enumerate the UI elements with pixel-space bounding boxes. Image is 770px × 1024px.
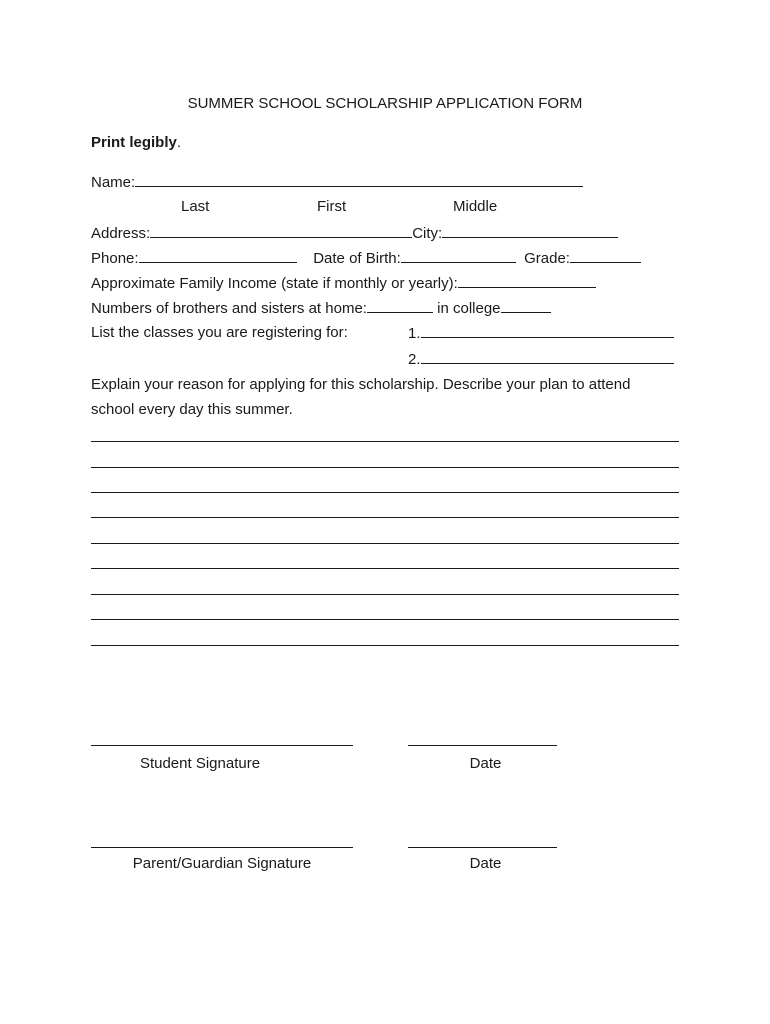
explanation-writing-line[interactable] xyxy=(91,441,679,442)
city-label: City: xyxy=(412,225,443,242)
explanation-writing-line[interactable] xyxy=(91,543,679,544)
dob-field[interactable] xyxy=(401,248,516,263)
form-title: SUMMER SCHOOL SCHOLARSHIP APPLICATION FORM xyxy=(187,95,583,112)
explanation-writing-line[interactable] xyxy=(91,467,679,468)
class-1-number: 1. xyxy=(408,325,421,342)
student-date-line[interactable] xyxy=(408,745,557,746)
siblings-home-field[interactable] xyxy=(367,298,433,313)
classes-label: List the classes you are registering for: xyxy=(91,324,348,341)
explanation-writing-line[interactable] xyxy=(91,594,679,595)
class-2-row xyxy=(408,349,674,370)
siblings-row xyxy=(91,298,551,318)
class-2-field[interactable] xyxy=(421,349,674,364)
phone-field[interactable] xyxy=(139,248,297,263)
address-row xyxy=(91,223,618,243)
dob-label: Date of Birth: xyxy=(313,250,401,267)
name-field[interactable] xyxy=(135,172,583,187)
instruction-line xyxy=(91,133,181,153)
class-1-field[interactable] xyxy=(421,323,674,338)
parent-signature-line[interactable] xyxy=(91,847,353,848)
explain-line-2: school every day this summer. xyxy=(91,401,293,418)
parent-date-line[interactable] xyxy=(408,847,557,848)
parent-date-label: Date xyxy=(469,855,502,872)
instruction-bold: Print legibly xyxy=(91,134,177,151)
instruction-tail: . xyxy=(176,134,182,151)
parent-signature-label: Parent/Guardian Signature xyxy=(132,855,312,872)
name-row xyxy=(91,172,583,192)
explanation-writing-line[interactable] xyxy=(91,492,679,493)
student-signature-line[interactable] xyxy=(91,745,353,746)
phone-label: Phone: xyxy=(91,250,139,267)
name-sub-middle: Middle xyxy=(453,198,498,215)
address-label: Address: xyxy=(91,225,151,242)
phone-row xyxy=(91,248,641,268)
explanation-writing-line[interactable] xyxy=(91,645,679,646)
class-2-number: 2. xyxy=(408,351,421,368)
name-sub-last: Last xyxy=(181,198,210,215)
siblings-college-field[interactable] xyxy=(501,298,551,313)
name-label: Name: xyxy=(91,174,136,191)
address-field[interactable] xyxy=(150,223,412,238)
income-label: Approximate Family Income (state if monthly or yearly): xyxy=(91,275,458,292)
student-signature-label: Student Signature xyxy=(139,755,261,772)
grade-field[interactable] xyxy=(570,248,641,263)
explanation-writing-line[interactable] xyxy=(91,517,679,518)
explanation-writing-line[interactable] xyxy=(91,568,679,569)
class-1-row xyxy=(408,323,674,344)
siblings-label: Numbers of brothers and sisters at home: xyxy=(91,300,367,317)
student-date-label: Date xyxy=(469,755,502,772)
city-field[interactable] xyxy=(442,223,618,238)
name-sub-first: First xyxy=(317,198,347,215)
explain-line-1: Explain your reason for applying for this scholarship. Describe your plan to attend xyxy=(91,376,631,393)
explanation-writing-line[interactable] xyxy=(91,619,679,620)
income-field[interactable] xyxy=(458,273,596,288)
college-label: in college xyxy=(437,300,501,317)
grade-label: Grade: xyxy=(524,250,570,267)
income-row xyxy=(91,273,596,293)
